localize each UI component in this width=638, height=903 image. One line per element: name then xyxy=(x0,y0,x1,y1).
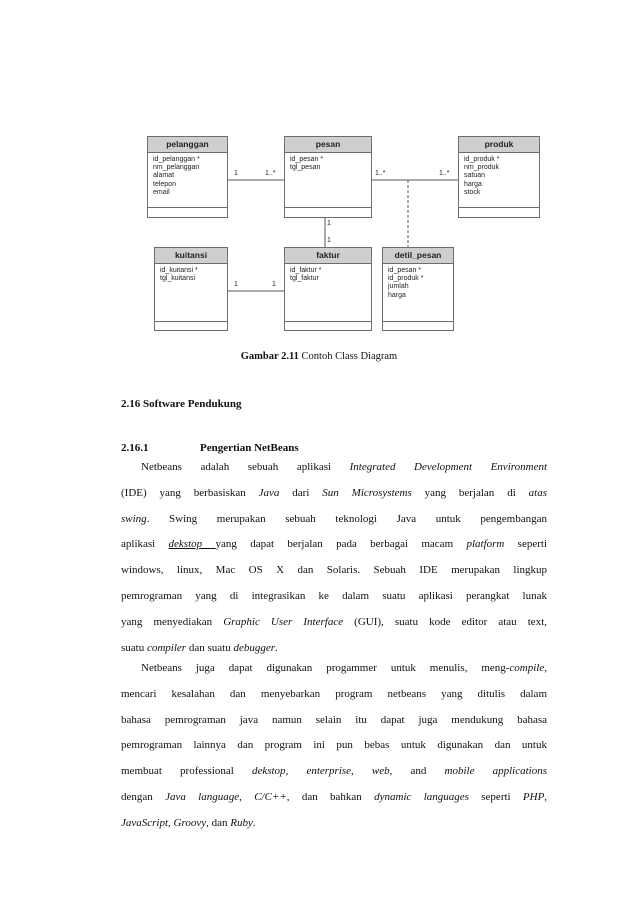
attribute: tgl_pesan xyxy=(290,164,321,172)
class-faktur-attributes xyxy=(285,264,371,322)
text-line: pemrograman lainnya dan program ini pun bebas untuk digunakan dan untuk xyxy=(121,739,547,752)
section-heading: 2.16 Software Pendukung xyxy=(121,398,242,410)
caption-label: Gambar 2.11 xyxy=(240,351,299,362)
text-line: yang menyediakan Graphic User Interface (GUI), suatu kode editor atau text, xyxy=(121,615,547,628)
multiplicity: 1..* xyxy=(439,170,450,177)
attribute: email xyxy=(153,188,170,196)
class-pesan-name: pesan xyxy=(285,137,371,153)
class-pelanggan-name: pelanggan xyxy=(148,137,227,153)
attribute: satuan xyxy=(464,172,486,180)
attribute: nm_pelanggan xyxy=(153,164,200,172)
attribute: stock xyxy=(464,188,481,196)
multiplicity: 1 xyxy=(234,281,238,288)
attribute: id_produk * xyxy=(388,275,424,283)
text-line: Netbeans juga dapat digunakan progammer untuk menulis, meng-compile, xyxy=(141,662,547,674)
attribute: id_pesan * xyxy=(388,267,422,274)
attribute: id_produk * xyxy=(464,156,500,163)
attribute: alamat xyxy=(153,172,175,180)
class-faktur xyxy=(284,247,372,331)
multiplicity: 1..* xyxy=(375,170,386,177)
text-line: pemrograman yang di integrasikan ke dalam suatu aplikasi perangkat lunak xyxy=(121,589,547,602)
paragraph-netbeans-usage xyxy=(121,656,547,837)
attribute: nm_produk xyxy=(464,164,500,172)
text-line: bahasa pemrograman java namun selain itu dapat juga mendukung bahasa xyxy=(121,713,547,726)
attribute: tgl_kuitansi xyxy=(160,275,196,283)
class-kuitansi-name: kuitansi xyxy=(155,248,227,264)
text-line: JavaScript, Groovy, dan Ruby. xyxy=(121,816,256,829)
attribute: harga xyxy=(464,180,482,188)
class-detil-pesan xyxy=(382,247,454,331)
class-pesan-attributes xyxy=(285,153,371,208)
class-pelanggan xyxy=(147,136,228,218)
multiplicity: 1 xyxy=(327,220,331,227)
text-line: windows, linux, Mac OS X dan Solaris. Sebuah IDE merupakan lingkup xyxy=(121,564,547,577)
class-pelanggan-attributes xyxy=(148,153,227,208)
class-kuitansi xyxy=(154,247,228,331)
subsection-heading xyxy=(121,442,299,454)
class-produk-attributes xyxy=(459,153,539,208)
attribute: tgl_faktur xyxy=(290,275,319,283)
class-faktur-name: faktur xyxy=(285,248,371,264)
text-line: swing. Swing merupakan sebuah teknologi Java untuk pengembangan xyxy=(121,512,547,525)
class-diagram xyxy=(140,128,540,343)
attribute: jumlah xyxy=(388,283,409,291)
text-line: aplikasi dekstop yang dapat berjalan pada berbagai macam platform seperti xyxy=(121,538,548,551)
multiplicity: 1 xyxy=(234,170,238,177)
subsection-number: 2.16.1 xyxy=(121,442,149,454)
text-line: suatu compiler dan suatu debugger. xyxy=(121,641,278,654)
attribute: telepon xyxy=(153,180,176,188)
attribute: id_pesan * xyxy=(290,156,324,163)
text-line: (IDE) yang berbasiskan Java dari Sun Microsystems yang berjalan di atas xyxy=(121,486,547,499)
attribute: harga xyxy=(388,291,406,299)
class-detil-pesan-attributes xyxy=(383,264,453,322)
figure-caption xyxy=(0,351,638,362)
attribute: id_pelanggan * xyxy=(153,156,200,163)
class-kuitansi-attributes xyxy=(155,264,227,322)
attribute: id_faktur * xyxy=(290,267,322,274)
multiplicity: 1 xyxy=(272,281,276,288)
caption-text: Contoh Class Diagram xyxy=(301,351,398,362)
text-line: dengan Java language, C/C++, dan bahkan dynamic languages seperti PHP, xyxy=(121,790,548,803)
attribute: id_kuitansi * xyxy=(160,267,198,274)
multiplicity: 1 xyxy=(327,237,331,244)
class-produk xyxy=(458,136,540,218)
paragraph-netbeans-definition xyxy=(121,455,547,661)
subsection-title: Pengertian NetBeans xyxy=(200,442,299,454)
text-line: Netbeans adalah sebuah aplikasi Integrated Development Environment xyxy=(141,461,548,473)
class-pesan xyxy=(284,136,372,218)
text-line: mencari kesalahan dan menyebarkan program netbeans yang ditulis dalam xyxy=(121,687,547,700)
text-line: membuat professional dekstop, enterprise, web, and mobile applications xyxy=(121,765,547,778)
multiplicity: 1..* xyxy=(265,170,276,177)
class-produk-name: produk xyxy=(459,137,539,153)
class-detil-pesan-name: detil_pesan xyxy=(383,248,453,264)
